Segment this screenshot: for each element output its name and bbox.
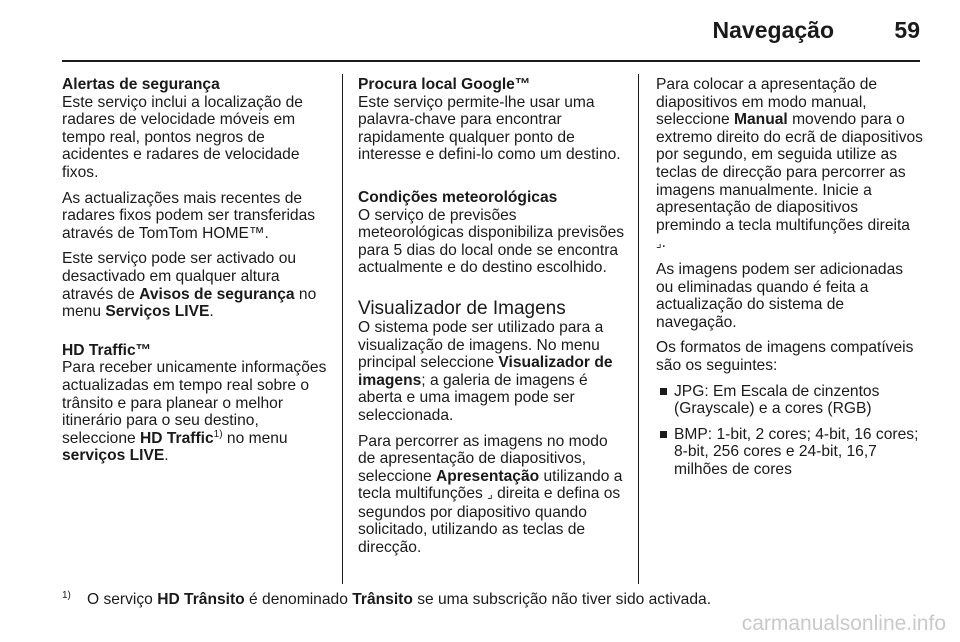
menu-term: Trânsito <box>352 591 413 608</box>
heading-visualizador: Visualizador de Imagens <box>358 297 566 319</box>
text: . <box>164 447 169 465</box>
paragraph-alertas-2: As actualizações mais recentes de radares fixos podem ser transferidas através de TomTom HOME™. <box>62 189 316 242</box>
page-header <box>0 0 960 66</box>
menu-term: Visualizador de imagens <box>358 354 613 389</box>
heading-meteo: Condições meteorológicas <box>358 188 558 206</box>
menu-term: HD Trânsito <box>157 591 245 608</box>
bullet-square-icon <box>660 431 667 438</box>
paragraph-meteo: O serviço de previsões meteorológicas disponibiliza previsões para 5 dias do local onde se encontra actualmente e do destino escolhido. <box>358 206 625 277</box>
text: . <box>661 234 666 252</box>
text: Para colocar a apresentação de diapositivos em modo manual, seleccione <box>656 76 878 129</box>
paragraph-hd-traffic <box>62 359 327 465</box>
menu-term: Manual <box>734 111 788 129</box>
paragraph-formats: Os formatos de imagens compatíveis são os seguintes: <box>656 339 914 374</box>
paragraph-manual <box>656 76 924 253</box>
list-item <box>656 426 924 479</box>
menu-term: HD Traffic <box>140 429 214 447</box>
paragraph-visualizador-1 <box>358 319 626 425</box>
menu-term: Apresentação <box>436 467 540 485</box>
softkey-icon: ⌟ <box>656 236 662 251</box>
text: Este serviço pode ser activado ou desactivado em qualquer altura através de <box>62 250 297 303</box>
menu-term: serviços LIVE <box>62 447 165 465</box>
text: ; a galeria de imagens é aberta e uma imagem pode ser seleccionada. <box>358 371 588 424</box>
footnote-reference: 1) <box>213 428 223 440</box>
text: no menu <box>222 429 288 447</box>
text: Para receber unicamente informações actualizadas em tempo real sobre o trânsito e para planear o melhor itinerário para o seu destino, seleccione <box>62 359 327 447</box>
text: O sistema pode ser utilizado para a visualização de imagens. No menu principal seleccione <box>358 318 604 372</box>
spacer <box>62 329 327 342</box>
menu-term: Serviços LIVE <box>105 303 210 321</box>
heading-alertas: Alertas de segurança <box>62 76 220 93</box>
text: . <box>209 303 214 321</box>
list-item <box>656 383 924 418</box>
heading-google: Procura local Google™ <box>358 76 531 93</box>
softkey-icon: ⌟ <box>487 487 493 502</box>
heading-hd-traffic: HD Traffic™ <box>62 341 152 359</box>
text: no menu <box>62 285 317 321</box>
paragraph-alertas-3 <box>62 250 327 320</box>
column-2 <box>358 76 626 565</box>
spacer <box>358 285 626 298</box>
list-item-text: BMP: 1-bit, 2 cores; 4-bit, 16 cores; 8-bit, 256 cores e 24-bit, 16,7 milhões de cores <box>674 425 919 478</box>
column-1 <box>62 76 327 473</box>
menu-term: Avisos de segurança <box>139 285 295 303</box>
list-item-text: JPG: Em Escala de cinzentos (Grayscale) e a cores (RGB) <box>674 382 880 418</box>
section-title: Navegação <box>712 17 834 43</box>
paragraph-google: Este serviço permite-lhe usar uma palavra-chave para encontrar rapidamente qualquer ponto de interesse e defini-lo como um destino. <box>358 93 621 164</box>
text: Para percorrer as imagens no modo de apresentação de diapositivos, seleccione <box>358 432 608 485</box>
bullet-square-icon <box>660 388 667 395</box>
spacer <box>358 172 626 189</box>
text: direita e defina os segundos por diapositivo quando solicitado, utilizando as teclas de direcção. <box>358 485 621 557</box>
paragraph-alertas-1: Este serviço inclui a localização de radares de velocidade móveis em tempo real, pontos negros de acidentes e radares de velocidade fixos. <box>62 93 303 181</box>
paragraph-visualizador-2 <box>358 433 626 557</box>
column-divider-2 <box>638 74 639 584</box>
footnote-mark: 1) <box>62 590 71 601</box>
footnote-text <box>87 591 711 609</box>
header-divider <box>62 60 920 62</box>
watermark: carmanualsonline.info <box>741 612 946 635</box>
text: é denominado <box>244 591 353 608</box>
column-3 <box>656 76 924 486</box>
text: movendo para o extremo direito do ecrã de diapositivos por segundo, em seguida utilize as teclas de direcção para percorrer as imagens manualmente. Inicie a apresentação de diapositivos premindo a tecla multifunções direita <box>656 111 923 234</box>
text: se uma subscrição não tiver sido activada. <box>412 591 712 608</box>
page-number: 59 <box>894 17 920 43</box>
text: utilizando a tecla multifunções <box>358 467 623 503</box>
paragraph-update: As imagens podem ser adicionadas ou eliminadas quando é feita a actualização do sistema de navegação. <box>656 260 904 331</box>
column-divider-1 <box>342 74 343 584</box>
text: O serviço <box>87 591 158 608</box>
